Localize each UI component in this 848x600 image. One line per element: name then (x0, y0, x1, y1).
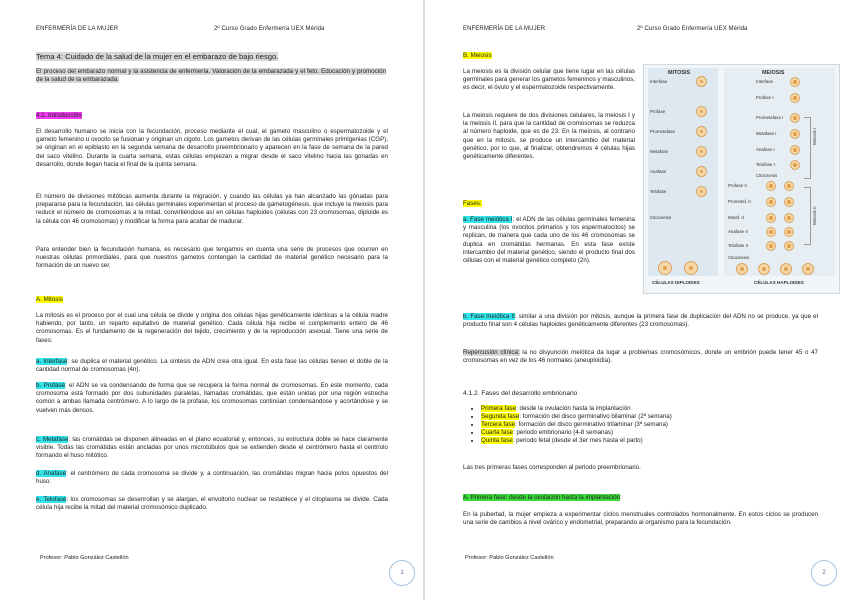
meiosis-cell (766, 241, 776, 251)
page-number: 1 (389, 560, 415, 586)
intro-paragraph-1: El desarrollo humano se inicia con la fecundación, proceso mediante el cual, el gameto masculino o espermatozoide y el gameto femenino u ovocito se fusionan y originan un cigoto. Los gametos derivan de las células germinales primigenias (CGP), se originan en el epiblasto en la segunda semana de desarrollo preembrionario y aparecen en la fase de semana de la pared del saco vitelino. Durante la cuarta semana, estas células empiezan a migrar desde el saco vitelino hacia las gónadas en desarrollo, donde llegan hacia el final de la quinta semana. (36, 128, 388, 168)
primera-fase-heading: A. Primera fase: desde la ovulación hasta la implantación: (463, 494, 622, 501)
meiosis-cell (766, 213, 776, 223)
meiosis-cell (784, 227, 794, 237)
meiosis-stage-label: Profase II (728, 183, 747, 188)
mitosis-stage-label: Interfase (650, 79, 668, 84)
mitosis-paragraph: La mitosis es el proceso por el cual una célula se divide y origina dos células hijas genéticamente idénticas a la célula madre habiendo, por tanto, un reparto equitativo de material genético. Cada célula hija recibe el complemento entero de 46 cromosomas. Es el fundamento de la regeneración del tejido, crecimiento y de la reproducción asexual. Tiene una serie de fases: (36, 312, 388, 344)
meiotic-phase-1-item: a. Fase meiótica I: el ADN de las células germinales femenina y masculina (los ovocitos primarios y los espermatocitos) se replican, de manera que cada uno de los 46 cromosomas se duplica en cromátidas hermanas. En esta fase existe intercambio del material genético, siendo el producto final dos células con el material genético completo (2n). (463, 216, 635, 265)
mitosis-cell (696, 146, 707, 157)
intro-paragraph-3: Para entender bien la fecundación humana, es necesario que tengamos en cuenta una serie de procesos que ocurren en nuestras células primordiales, para que nuestros gametos contengan la cantidad de material genético necesario para la formación de un nuevo ser. (36, 246, 388, 270)
meiosis-cell (790, 129, 800, 139)
meiosis-2-bracket (804, 187, 811, 245)
meiosis-2-label: Meiosis II (812, 206, 817, 225)
mitosis-cell (696, 166, 707, 177)
mitosis-stage-label: Telofase (650, 189, 667, 194)
haploid-cell (780, 263, 792, 275)
clinical-note: Repercusión clínica: la no disyunción meiótica da lugar a problemas cromosómicos, donde un embrión puede tener 45 o 47 cromosomas en vez de los 46 normales (aneuploidía). (463, 349, 818, 365)
diploid-cells-label: CÉLULAS DIPLOIDES (652, 280, 700, 285)
meiosis-title: MEIOSIS (762, 70, 785, 76)
phase-item: • Quinta fase: periodo fetal (desde el 3er mes hasta el parto) (481, 437, 672, 445)
meiosis-stage-label: Profase I (756, 95, 774, 100)
section-4-1-2-heading: 4.1.2. Fases del desarrollo embrionario (463, 390, 578, 397)
meiosis-stage-label: Prometaf. II (728, 199, 751, 204)
phase-item: • Tercera fase: formación del disco germinativo trilaminar (3ª semana) (481, 421, 672, 429)
diploid-cell (658, 261, 672, 275)
meiosis-cell (790, 145, 800, 155)
meiosis-stage-label: Anafase I (756, 147, 775, 152)
topic-title: Tema 4: Cuidado de la salud de la mujer en el embarazo de bajo riesgo. (36, 52, 279, 61)
meiosis-cell (790, 113, 800, 123)
mitosis-stage-label: Anafase (650, 169, 667, 174)
meiosis-paragraph-1: La meiosis es la división celular que tiene lugar en las células germinales para generar los gametos femeninos y masculinos, es decir, el óvulo y el espermatozoide respectivamente. (463, 68, 635, 92)
meiosis-stage-label: Citocinesis (728, 255, 750, 260)
haploid-cell (736, 263, 748, 275)
meiotic-phase-2-item: b. Fase meiótica II: similar a una división por mitosis, aunque la primera fase de duplicación del ADN no se produce, ya que el producto final son 4 células haploides genéticamente diferentes (23 cromosomas). (463, 313, 818, 329)
meiosis-cell (784, 241, 794, 251)
meiosis-stage-label: Telofase I (756, 162, 775, 167)
phases-note: Las tres primeras fases corresponden al periodo preembrionario. (463, 464, 641, 471)
page-number: 2 (811, 560, 837, 586)
meiosis-cell (784, 181, 794, 191)
page-header-left: ENFERMERÍA DE LA MUJER (36, 26, 119, 32)
anafase-item: d. Anafase: el centrómero de cada cromosoma se divide y, a continuación, las cromátidas migran hacia polos opuestos del huso. (36, 470, 388, 486)
page-header-left: ENFERMERÍA DE LA MUJER (463, 26, 546, 32)
diploid-cell (684, 261, 698, 275)
mitosis-cell (696, 106, 707, 117)
haploid-cells-label: CÉLULAS HAPLOIDES (754, 280, 804, 285)
mitosis-stage-label: Citocinesis (650, 215, 672, 220)
telofase-item: e. Telofase: los cromosomas se desenrollan y se alargan, el envoltorio nuclear se restablece y el citoplasma se divide. Cada célula hija recibe la mitad del material cromosómico duplicado. (36, 496, 388, 512)
meiosis-1-label: Meiosis I (812, 127, 817, 145)
mitosis-title: MITOSIS (668, 70, 691, 76)
meiosis-cell (784, 213, 794, 223)
primera-fase-paragraph: En la pubertad, la mujer empieza a experimentar ciclos menstruales controlados hormonalmente. En estos ciclos se producen una serie de cambios a nivel ovárico y endometrial, preparando al organismo para la fecundación. (463, 511, 818, 527)
haploid-cell (802, 263, 814, 275)
page-header-right: 2º Curso Grado Enfermería UEX Mérida (214, 26, 325, 32)
mitosis-cell (696, 76, 707, 87)
development-phases-list (469, 405, 672, 445)
page-footer: Profesor: Pablo González Castellón (465, 555, 554, 561)
page-footer: Profesor: Pablo González Castellón (40, 555, 129, 561)
meiosis-1-bracket (804, 117, 811, 179)
topic-subtitle: El proceso del embarazo normal y la asistencia de enfermería. Valoración de la embarazada y el feto. Educación y promoción de la salud de la embarazada. (36, 68, 386, 84)
meiosis-stage-label: Telofase II (728, 243, 749, 248)
mitosis-stage-label: Prometafase (650, 129, 675, 134)
meiosis-stage-label: Anafase II (728, 229, 748, 234)
mitosis-cell (696, 186, 707, 197)
meiosis-cell (766, 181, 776, 191)
meiosis-cell (784, 197, 794, 207)
meiosis-stage-label: Metafase I (756, 131, 777, 136)
intro-heading: 4.1. Introducción (36, 112, 82, 119)
meiosis-cell (790, 93, 800, 103)
document-page-2 (425, 0, 848, 600)
fases-heading: Fases: (463, 200, 482, 207)
phase-item: • Segunda fase: formación del disco germinativo bilaminar (2ª semana) (481, 413, 672, 421)
metafase-item: c. Metafase: las cromátidas se disponen alineadas en el plano ecuatorial y, entonces, su estructura doble se hace claramente visible. Todas las cromátidas están ancladas por unos microtúbulos que se extienden desde el centrómero hasta el centríolo formando el huso mitótico. (36, 436, 388, 460)
page-header-right: 2º Curso Grado Enfermería UEX Mérida (637, 26, 748, 32)
document-page-1 (0, 0, 423, 600)
meiosis-cell (790, 77, 800, 87)
interfase-item: a. Interfase: se duplica el material genético. La síntesis de ADN crea otra igual. En esta fase las células tienen el doble de la cantidad normal de cromosomas (4n). (36, 358, 388, 374)
meiosis-paragraph-2: La meiosis requiere de dos divisiones celulares, la meiosis I y la meiosis II, para que la cantidad de cromosomas se reduzca al número haploide, que es de 23. En la meiosis, al contrario que en la mitosis, se produce un intercambio del material genético, por lo que, al finalizar, obtendremos 4 células hijas genéticamente diferentes. (463, 112, 635, 161)
phase-item: • Cuarta fase: periodo embrionario (4-8 semanas) (481, 429, 672, 437)
profase-item: b. Profase: el ADN se va condensando de forma que se recupera la forma normal de cromosomas. En este momento, cada cromosoma está formado por dos subunidades paralelas, llamadas cromátidas, que están unidas por una región estrecha común a ambas llamada centrómero. A lo largo de la profase, los cromosomas continúan condensándose y acortándose y se vuelven más densos. (36, 382, 388, 414)
mitosis-cell (696, 126, 707, 137)
meiosis-cell (766, 197, 776, 207)
mitosis-stage-label: Metafase (650, 149, 669, 154)
haploid-cell (758, 263, 770, 275)
intro-paragraph-2: El número de divisiones mitóticas aumenta durante la migración, y cuando las células ya han alcanzado las gónadas para prepararse para la fecundación, las células germinales experimentan el proceso de gametogénesis, que incluye la meiosis para reducir el número de cromosomas a la mitad, convirtiéndose así en células haploides (células con 23 cromosomas, diploide es la célula con 46 cromosomas) y modificar la forma para acabar de madurar. (36, 193, 388, 225)
meiosis-cell (766, 227, 776, 237)
meiosis-stage-label: Citocinesis (756, 173, 778, 178)
meiosis-stage-label: Prometafase I (756, 115, 784, 120)
mitosis-stage-label: Profase (650, 109, 666, 114)
mitosis-meiosis-diagram (643, 64, 840, 294)
meiosis-stage-label: Interfase (756, 79, 774, 84)
mitosis-heading: A. Mitosis (36, 296, 63, 303)
meiosis-heading: B. Meiosis (463, 52, 492, 59)
meiosis-stage-label: Metaf. II (728, 215, 744, 220)
meiosis-cell (790, 160, 800, 170)
phase-item: • Primera fase: desde la ovulación hasta la implantación (481, 405, 672, 413)
